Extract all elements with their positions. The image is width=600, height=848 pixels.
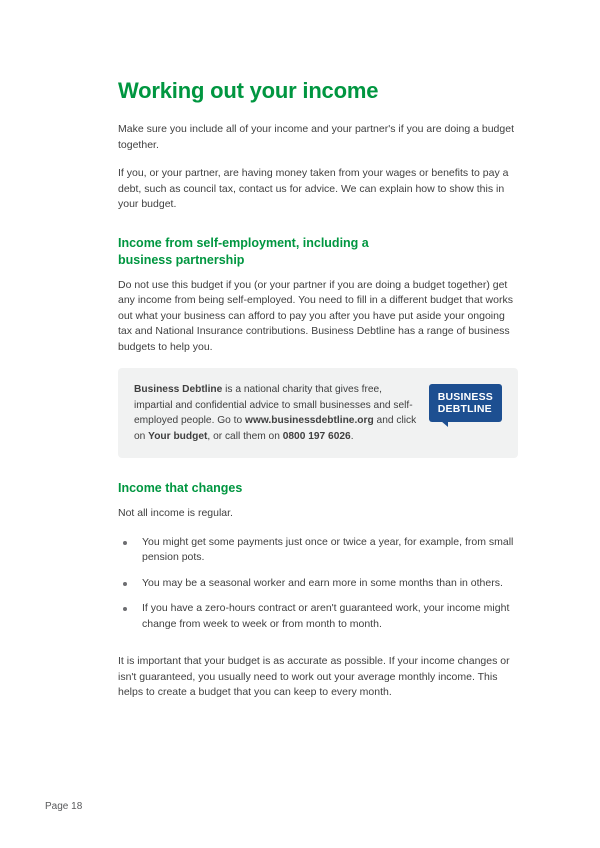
callout-your-budget-link[interactable]: Your budget xyxy=(148,430,208,442)
callout-phone-number: 0800 197 6026 xyxy=(282,430,351,442)
income-changes-bullet-list xyxy=(118,535,518,633)
page-footer: Page 18 xyxy=(45,801,83,812)
callout-text xyxy=(134,382,419,444)
page-title: Working out your income xyxy=(118,78,379,103)
list-item: If you have a zero-hours contract or aren't guaranteed work, your income might change from week to week or from month to month. xyxy=(118,601,518,632)
logo-line-2: DEBTLINE xyxy=(437,403,492,415)
callout-website-link[interactable]: www.businessdebtline.org xyxy=(245,415,374,426)
income-changes-intro: Not all income is regular. xyxy=(118,507,233,519)
list-item: You might get some payments just once or twice a year, for example, from small pension pots. xyxy=(118,535,518,566)
section-heading-income-changes: Income that changes xyxy=(118,481,243,495)
list-item: You may be a seasonal worker and earn more in some months than in others. xyxy=(118,576,518,592)
callout-lead: Business Debtline xyxy=(134,384,223,395)
self-employment-paragraph: Do not use this budget if you (or your partner if you are doing a budget together) get any income from being self-employed. You need to fill in a different budget that works out what your business can afford to pay you after you have put aside your ongoing tax and National Insurance contributions. Business Debtline has a range of business budgets to help you. xyxy=(118,278,513,353)
intro-paragraph-1: Make sure you include all of your income and your partner's if you are doing a budget together. xyxy=(118,123,514,151)
section-heading-line-2: business partnership xyxy=(118,252,245,267)
business-debtline-logo xyxy=(429,384,502,422)
logo-line-1: BUSINESS xyxy=(437,391,493,403)
income-changes-closing: It is important that your budget is as accurate as possible. If your income changes or isn't guaranteed, you usually need to work out your average monthly income. This helps to create a budget that you can keep to every month. xyxy=(118,655,510,698)
callout-text-part-2: and click on xyxy=(134,415,417,442)
callout-text-part-1: is a national charity that gives free, impartial and confidential advice to small businesses and self-employed people. Go to xyxy=(134,384,413,426)
intro-paragraph-2: If you, or your partner, are having money taken from your wages or benefits to pay a debt, such as council tax, contact us for advice. We can explain how to show this in your budget. xyxy=(118,167,509,210)
callout-box xyxy=(118,368,518,458)
spacer xyxy=(118,645,518,654)
section-heading-self-employment xyxy=(118,235,518,269)
callout-text-part-3: , or call them on xyxy=(207,430,283,442)
page-content xyxy=(118,78,518,701)
callout-text-part-4: . xyxy=(350,430,354,442)
spacer xyxy=(118,226,518,235)
section-heading-line-1: Income from self-employment, including a xyxy=(118,235,369,250)
